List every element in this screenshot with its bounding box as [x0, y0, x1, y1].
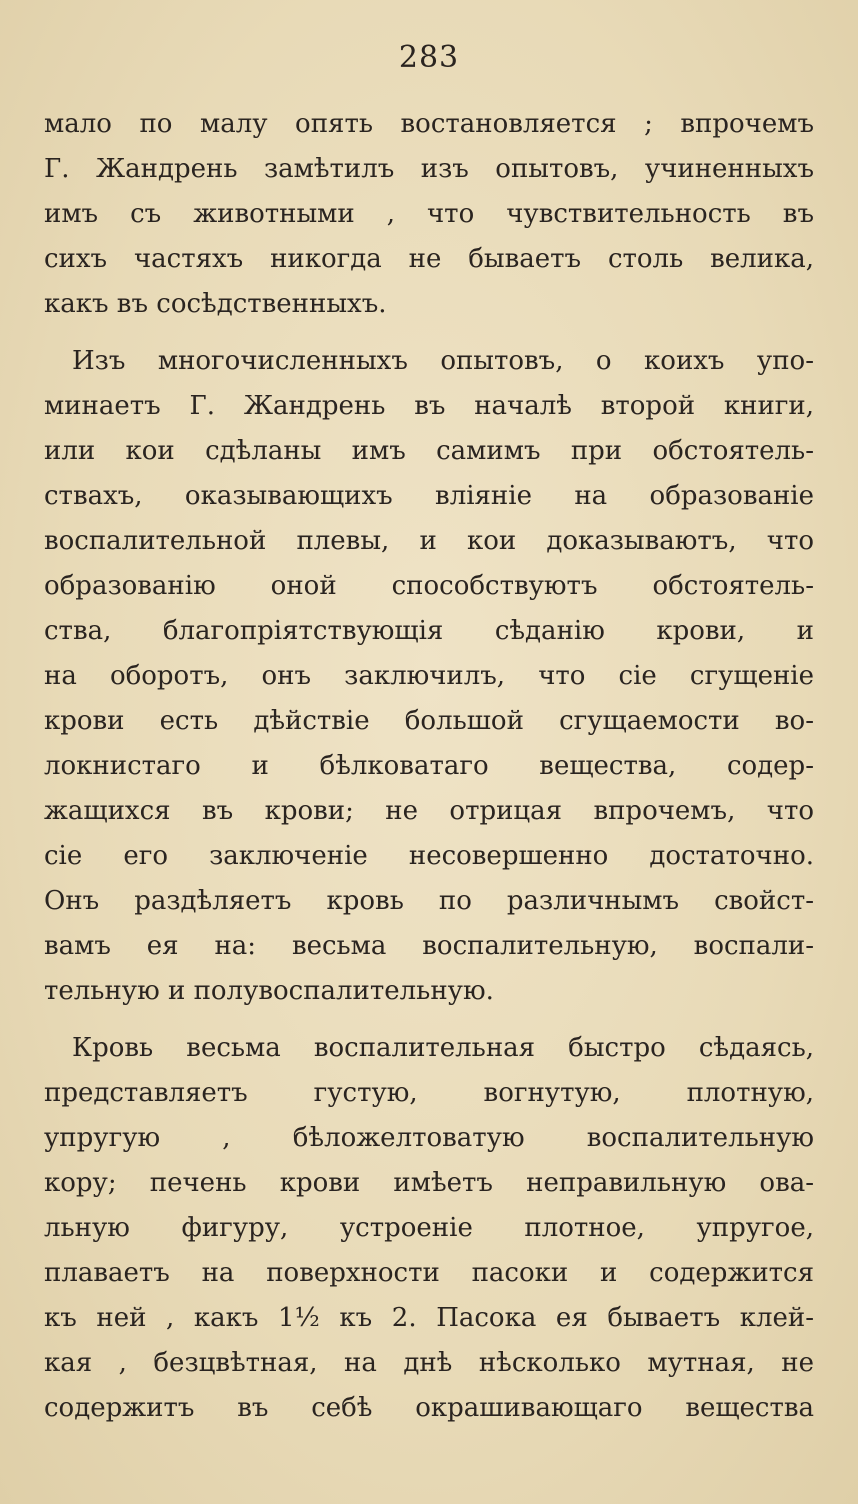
- text-line: ствахъ, оказывающихъ вліяніе на образованіе: [44, 481, 814, 511]
- text-line: къ ней , какъ 1½ къ 2. Пасока ея бываетъ клей-: [44, 1303, 814, 1333]
- text-line: кору; печень крови имѣетъ неправильную ова-: [44, 1168, 814, 1198]
- text-line: воспалительной плевы, и кои доказываютъ, что: [44, 526, 814, 556]
- text-line: сихъ частяхъ никогда не бываетъ столь велика,: [44, 244, 814, 274]
- paragraph-2: [44, 339, 814, 1014]
- text-line: представляетъ густую, вогнутую, плотную,: [44, 1078, 814, 1108]
- text-line: содержитъ въ себѣ окрашивающаго вещества: [44, 1393, 814, 1423]
- text-line: Кровь весьма воспалительная быстро сѣдаясь,: [72, 1033, 814, 1063]
- body-text: [44, 102, 814, 1431]
- text-line: мало по малу опять востановляется ; впрочемъ: [44, 109, 814, 139]
- text-line: плаваетъ на поверхности пасоки и содержится: [44, 1258, 814, 1288]
- text-line: Онъ раздѣляетъ кровь по различнымъ свойст-: [44, 886, 814, 916]
- text-line: какъ въ сосѣдственныхъ.: [44, 289, 387, 319]
- paragraph-3: [44, 1026, 814, 1431]
- paragraph-gap: [44, 1014, 814, 1026]
- text-line: Изъ многочисленныхъ опытовъ, о коихъ упо-: [72, 346, 814, 376]
- text-line: локнистаго и бѣлковатаго вещества, содер-: [44, 751, 814, 781]
- paragraph-1: [44, 102, 814, 327]
- text-line: кая , безцвѣтная, на днѣ нѣсколько мутная, не: [44, 1348, 814, 1378]
- text-line: льную фигуру, устроеніе плотное, упругое,: [44, 1213, 814, 1243]
- text-line: крови есть дѣйствіе большой сгущаемости во-: [44, 706, 814, 736]
- text-line: или кои сдѣланы имъ самимъ при обстоятель-: [44, 436, 814, 466]
- text-line: тельную и полувоспалительную.: [44, 976, 494, 1006]
- text-line: вамъ ея на: весьма воспалительную, воспали-: [44, 931, 814, 961]
- paragraph-gap: [44, 327, 814, 339]
- text-line: жащихся въ крови; не отрицая впрочемъ, что: [44, 796, 814, 826]
- text-line: сіе его заключеніе несовершенно достаточно.: [44, 841, 814, 871]
- text-line: имъ съ животными , что чувствительность въ: [44, 199, 814, 229]
- text-line: упругую , бѣложелтоватую воспалительную: [44, 1123, 814, 1153]
- page-number: 283: [398, 40, 460, 75]
- text-line: минаетъ Г. Жандрень въ началѣ второй книги,: [44, 391, 814, 421]
- text-line: ства, благопріятствующія сѣданію крови, и: [44, 616, 814, 646]
- text-line: Г. Жандрень замѣтилъ изъ опытовъ, учиненныхъ: [44, 154, 814, 184]
- text-line: образованію оной способствуютъ обстоятель-: [44, 571, 814, 601]
- text-line: на оборотъ, онъ заключилъ, что сіе сгущеніе: [44, 661, 814, 691]
